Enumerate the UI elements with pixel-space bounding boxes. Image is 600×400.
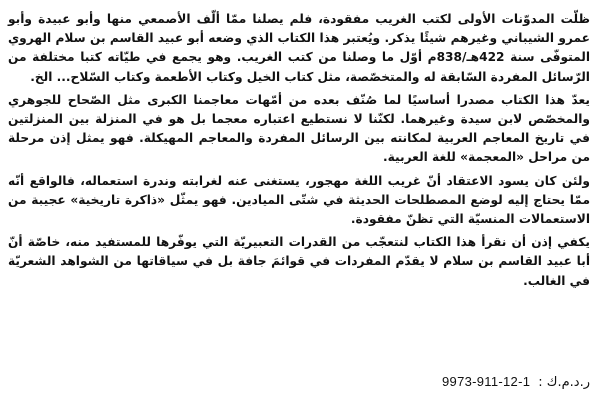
paragraph-2: يعدّ هذا الكتاب مصدرا أساسيًا لما صُنّف بعده من أمّهات معاجمنا الكبرى مثل الصّحاح للجوهري والمخصّص لابن سيدة وغيرهما. لكنّنا لا نستطيع اعتباره معجما بل هو في المنزلة بين المنزلتين في تاريخ المعاجم العربية لمكانته بين الرسائل المفردة والمعاجم المهيكلة. فهو يمثل إذن مرحلة من مراحل «المعجمة» للغة العربية. — [8, 92, 590, 165]
paragraph-3: ولئن كان يسود الاعتقاد أنّ غريب اللغة مهجور، يستغنى عنه لغرابته وندرة استعماله، فالواقع أنّه ممّا يحتاج إليه لوضع المصطلحات الحديثة في شتّى الميادين. فهو يمثّل «ذاكرة تاريخية» عجيبة من الاستعمالات المنسيّة التي تظنّ مفقودة. — [8, 173, 590, 227]
isbn-label: ر.د.م.ك : — [538, 375, 590, 390]
isbn-line — [442, 374, 590, 390]
document-page — [8, 10, 590, 392]
paragraph-1: ظلّت المدوّنات الأولى لكتب الغريب مفقودة، فلم يصلنا ممّا ألّف الأصمعي منها وأبو عبيدة وأبو عمرو الشيباني وغيرهم شيئًا يذكر. ويُعتبر هذا الكتاب الذي وضعه أبو عبيد القاسم بن سلام الهروي المتوفّى سنة 422هـ/838م أوّل ما وصلنا من كتب الغريب. وهو يجمع في طيّاته كتبا مختلفة من الرّسائل المفردة السّابقة له والمتخصّصة، مثل كتاب الخيل وكتاب الأطعمة وكتاب السّلاح... الخ. — [8, 12, 590, 84]
paragraph-4: يكفي إذن أن نقرأ هذا الكتاب لنتعجّب من القدرات التعبيريّة التي يوفّرها للمستفيد منه، خاصّة أنّ أبا عبيد القاسم بن سلام لا يقدّم المفردات في قوائمَ جافة بل في سياقاتها من الشواهد الشعريّة في الغالب. — [8, 235, 590, 288]
isbn-number: 9973-911-12-1 — [442, 374, 531, 389]
